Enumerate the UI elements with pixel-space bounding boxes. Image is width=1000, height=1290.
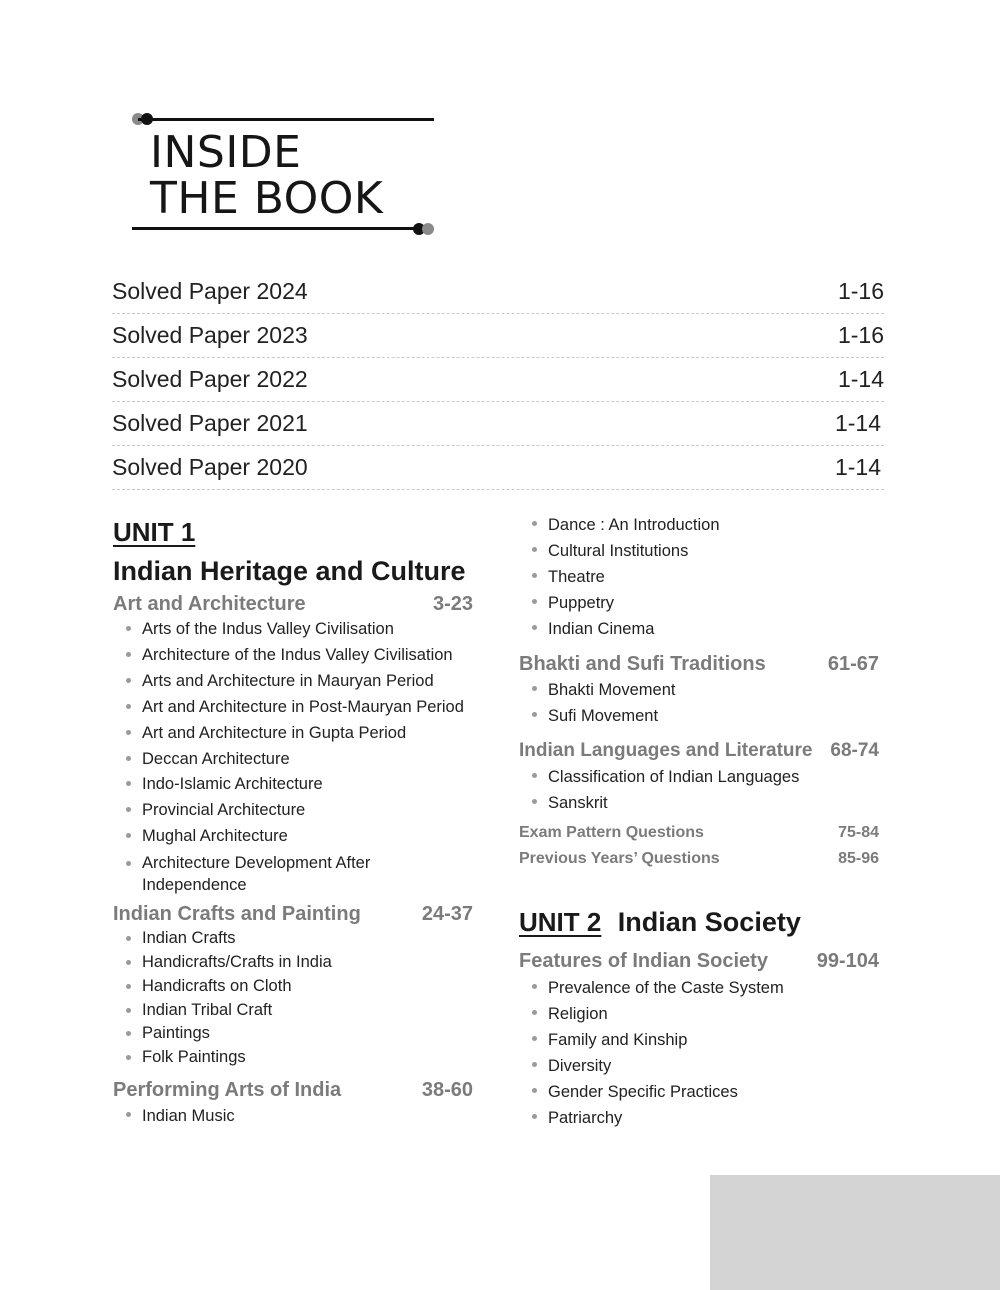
section-crafts-painting[interactable]: [113, 901, 473, 927]
section-title: Performing Arts of India: [113, 1078, 342, 1101]
list-item: Provincial Architecture: [113, 798, 473, 824]
section-title: Bhakti and Sufi Traditions: [519, 653, 766, 675]
list-item: Indian Crafts: [113, 927, 473, 951]
section-pages: 24-37: [421, 903, 473, 926]
unit2-title: Indian Society: [617, 907, 801, 937]
art-architecture-items: [113, 617, 473, 896]
list-item: Sufi Movement: [519, 703, 879, 729]
title-line-1: INSIDE: [150, 127, 302, 178]
list-item: Prevalence of the Caste System: [519, 975, 879, 1001]
section-performing-arts[interactable]: [113, 1077, 473, 1103]
features-society-items: [519, 975, 879, 1131]
title-rule-top: [138, 118, 434, 121]
list-item: Handicrafts/Crafts in India: [113, 951, 473, 975]
section-features-society[interactable]: [519, 947, 879, 975]
list-item: Indo-Islamic Architecture: [113, 772, 473, 798]
paper-pages: 1-14: [834, 454, 881, 480]
section-title: Art and Architecture: [113, 593, 306, 615]
paper-name: Solved Paper 2023: [112, 322, 308, 348]
paper-name: Solved Paper 2024: [112, 278, 308, 304]
section-previous-years[interactable]: [519, 846, 879, 872]
crafts-painting-items: [113, 927, 473, 1070]
paper-pages: 1-16: [837, 322, 884, 348]
list-item: Classification of Indian Languages: [519, 764, 879, 790]
list-item: Sanskrit: [519, 790, 879, 816]
performing-arts-items: [113, 1103, 473, 1129]
list-item: Deccan Architecture: [113, 747, 473, 773]
right-column: [519, 512, 879, 1131]
list-item: Indian Music: [113, 1103, 473, 1129]
list-item: Indian Cinema: [519, 616, 879, 642]
list-item: Religion: [519, 1001, 879, 1027]
paper-row[interactable]: [112, 446, 884, 490]
paper-row[interactable]: [112, 358, 884, 402]
title-rule-bottom: [132, 227, 426, 230]
section-title: Exam Pattern Questions: [519, 824, 704, 841]
section-pages: 75-84: [838, 824, 879, 841]
bhakti-sufi-items: [519, 677, 879, 729]
section-pages: 85-96: [838, 850, 879, 867]
list-item: Architecture Development After Independence: [113, 852, 392, 896]
list-item: Patriarchy: [519, 1105, 879, 1131]
list-item: Paintings: [113, 1022, 473, 1046]
page-title: [150, 127, 384, 224]
paper-name: Solved Paper 2020: [112, 454, 308, 480]
list-item: Architecture of the Indus Valley Civilisation: [113, 643, 473, 669]
list-item: Art and Architecture in Post-Mauryan Period: [113, 695, 473, 721]
inside-the-book-title: [128, 108, 438, 240]
languages-items: [519, 764, 879, 816]
unit2-heading: [519, 902, 879, 947]
section-bhakti-sufi[interactable]: [519, 651, 879, 677]
list-item: Folk Paintings: [113, 1046, 473, 1070]
list-item: Indian Tribal Craft: [113, 999, 473, 1023]
section-pages: 99-104: [816, 950, 879, 972]
solved-papers-list: [112, 270, 884, 490]
list-item: Bhakti Movement: [519, 677, 879, 703]
section-exam-pattern[interactable]: [519, 820, 879, 846]
list-item: Mughal Architecture: [113, 824, 473, 850]
section-pages: 3-23: [432, 593, 473, 615]
paper-name: Solved Paper 2022: [112, 366, 308, 392]
paper-name: Solved Paper 2021: [112, 410, 308, 436]
unit1-label: UNIT 1: [113, 517, 196, 547]
list-item: Diversity: [519, 1053, 879, 1079]
section-title: Indian Languages and Literature: [519, 740, 813, 761]
corner-grey-block: [710, 1175, 1000, 1290]
list-item: Arts and Architecture in Mauryan Period: [113, 669, 473, 695]
unit2-label: UNIT 2: [519, 907, 602, 937]
paper-pages: 1-14: [837, 366, 884, 392]
unit1-title: Indian Heritage and Culture: [113, 556, 466, 586]
section-title: Previous Years’ Questions: [519, 850, 720, 867]
list-item: Art and Architecture in Gupta Period: [113, 721, 473, 747]
list-item: Handicrafts on Cloth: [113, 975, 473, 999]
list-item: Family and Kinship: [519, 1027, 879, 1053]
decor-dot-grey-bottom: [422, 223, 434, 235]
list-item: Theatre: [519, 564, 879, 590]
section-title: Features of Indian Society: [519, 950, 768, 972]
section-pages: 68-74: [830, 740, 879, 761]
paper-row[interactable]: [112, 270, 884, 314]
paper-row[interactable]: [112, 402, 884, 446]
list-item: Cultural Institutions: [519, 538, 879, 564]
paper-pages: 1-16: [837, 278, 884, 304]
left-column: [113, 515, 473, 1129]
list-item: Gender Specific Practices: [519, 1079, 879, 1105]
section-title: Indian Crafts and Painting: [113, 903, 361, 926]
list-item: Dance : An Introduction: [519, 512, 879, 538]
section-art-architecture[interactable]: [113, 591, 473, 617]
performing-arts-items-continued: [519, 512, 879, 642]
section-pages: 61-67: [827, 653, 879, 675]
list-item: Puppetry: [519, 590, 879, 616]
list-item: Arts of the Indus Valley Civilisation: [113, 617, 473, 643]
section-languages-literature[interactable]: [519, 738, 879, 764]
section-pages: 38-60: [421, 1078, 473, 1101]
paper-pages: 1-14: [834, 410, 881, 436]
paper-row[interactable]: [112, 314, 884, 358]
title-line-2: THE BOOK: [150, 173, 384, 224]
